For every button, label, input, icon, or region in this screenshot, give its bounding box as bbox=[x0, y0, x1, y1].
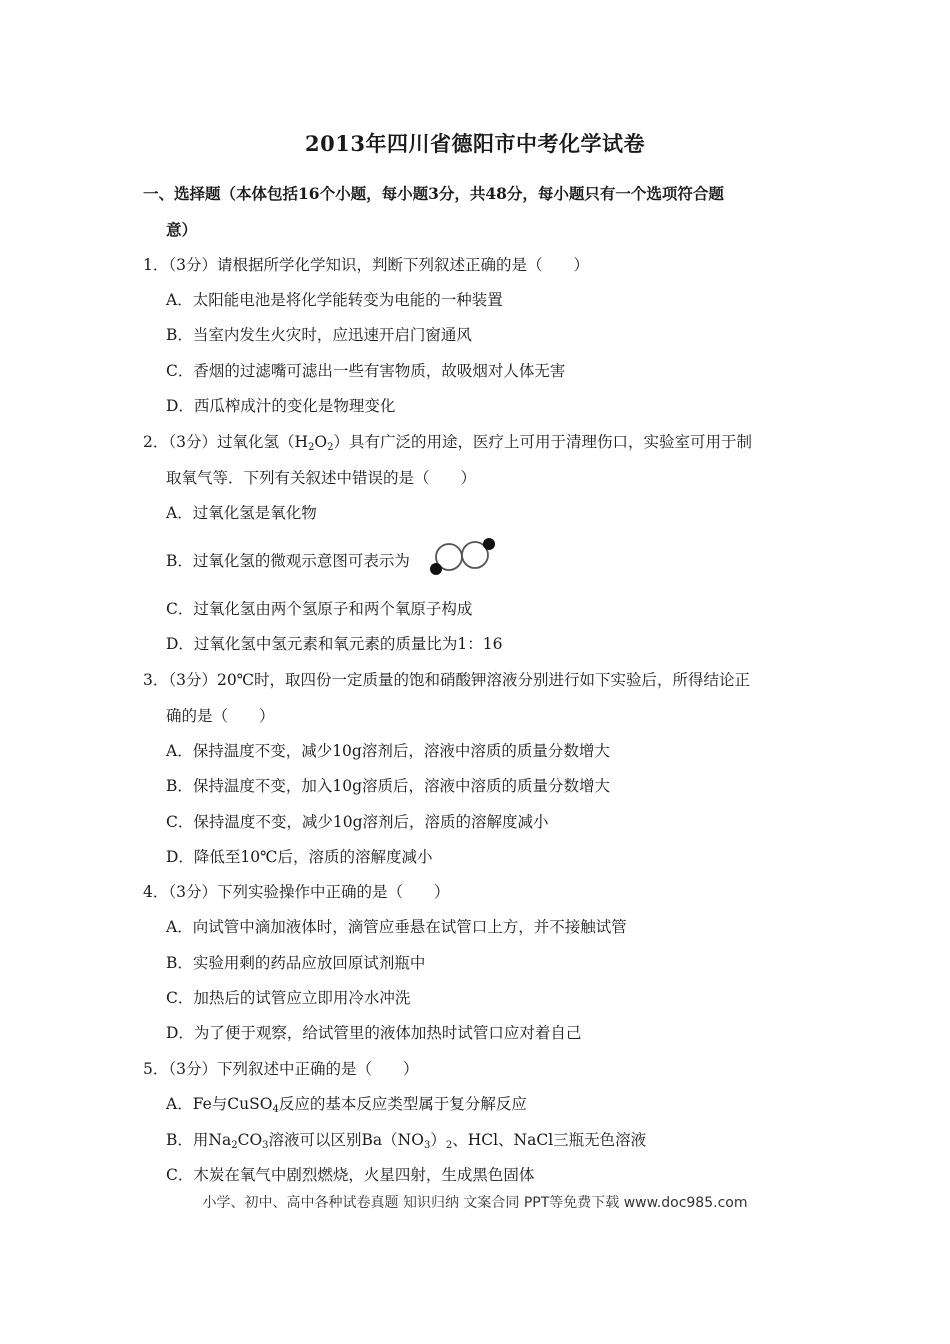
question-2-option-a: A．过氧化氢是氧化物 bbox=[166, 504, 317, 522]
question-3-option-c: C．保持温度不变，减少10g溶剂后，溶质的溶解度减小 bbox=[166, 813, 549, 831]
question-2-stem-cont: 取氧气等．下列有关叙述中错误的是（ ） bbox=[166, 469, 477, 487]
question-3-stem: 3．（3分）20℃时，取四份一定质量的饱和硝酸钾溶液分别进行如下实验后，所得结论正 bbox=[143, 671, 751, 689]
question-2-option-d: D．过氧化氢中氢元素和氧元素的质量比为1：16 bbox=[166, 635, 503, 653]
question-2-stem: 2．（3分）过氧化氢$(H_2O_2)$具有广泛的用途，医疗上可用于清理伤口，实验室可用于制 bbox=[143, 433, 752, 453]
question-5-option-b: B．用$Na_2CO_3$溶液可以区别$Ba(NO_3)_2$、HCl、NaCl三瓶无色溶液 bbox=[166, 1131, 647, 1151]
question-2-option-c: C．过氧化氢由两个氢原子和两个氧原子构成 bbox=[166, 600, 473, 618]
question-3-option-d: D．降低至10℃后，溶质的溶解度减小 bbox=[166, 848, 433, 866]
question-1-option-b: B．当室内发生火灾时，应迅速开启门窗通风 bbox=[166, 326, 472, 344]
question-1-stem: 1．（3分）请根据所学化学知识，判断下列叙述正确的是（ ） bbox=[143, 256, 589, 274]
hydrogen-peroxide-molecule-diagram bbox=[427, 537, 497, 577]
question-5-option-a: A．Fe与CuSO$_4$反应的基本反应类型属于复分解反应 bbox=[166, 1095, 527, 1115]
exam-title: 2013年四川省德阳市中考化学试卷 bbox=[305, 131, 645, 156]
question-5-stem: 5．（3分）下列叙述中正确的是（ ） bbox=[143, 1060, 419, 1078]
question-4-option-c: C．加热后的试管应立即用冷水冲洗 bbox=[166, 989, 411, 1007]
question-1-option-c: C．香烟的过滤嘴可滤出一些有害物质，故吸烟对人体无害 bbox=[166, 362, 566, 380]
question-3-stem-cont: 确的是（ ） bbox=[166, 707, 275, 725]
question-5-option-c: C．木炭在氧气中剧烈燃烧，火星四射，生成黑色固体 bbox=[166, 1166, 535, 1184]
question-1-option-d: D．西瓜榨成汁的变化是物理变化 bbox=[166, 397, 396, 415]
question-4-option-b: B．实验用剩的药品应放回原试剂瓶中 bbox=[166, 954, 426, 972]
page-footer: 小学、初中、高中各种试卷真题 知识归纳 文案合同 PPT等免费下载 www.doc985.com bbox=[202, 1195, 748, 1211]
question-4-option-a: A．向试管中滴加液体时，滴管应垂悬在试管口上方，并不接触试管 bbox=[166, 918, 627, 936]
question-1-option-a: A．太阳能电池是将化学能转变为电能的一种装置 bbox=[166, 291, 503, 309]
section-heading-cont: 意） bbox=[166, 220, 198, 239]
question-4-option-d: D．为了便于观察，给试管里的液体加热时试管口应对着自己 bbox=[166, 1024, 582, 1042]
question-3-option-b: B．保持温度不变，加入10g溶质后，溶液中溶质的质量分数增大 bbox=[166, 777, 611, 795]
question-4-stem: 4．（3分）下列实验操作中正确的是（ ） bbox=[143, 883, 450, 901]
question-3-option-a: A．保持温度不变，减少10g溶剂后，溶液中溶质的质量分数增大 bbox=[166, 742, 610, 760]
question-2-option-b: B．过氧化氢的微观示意图可表示为 bbox=[166, 552, 410, 570]
section-heading: 一、选择题（本体包括16个小题，每小题3分，共48分，每小题只有一个选项符合题 bbox=[143, 184, 724, 203]
